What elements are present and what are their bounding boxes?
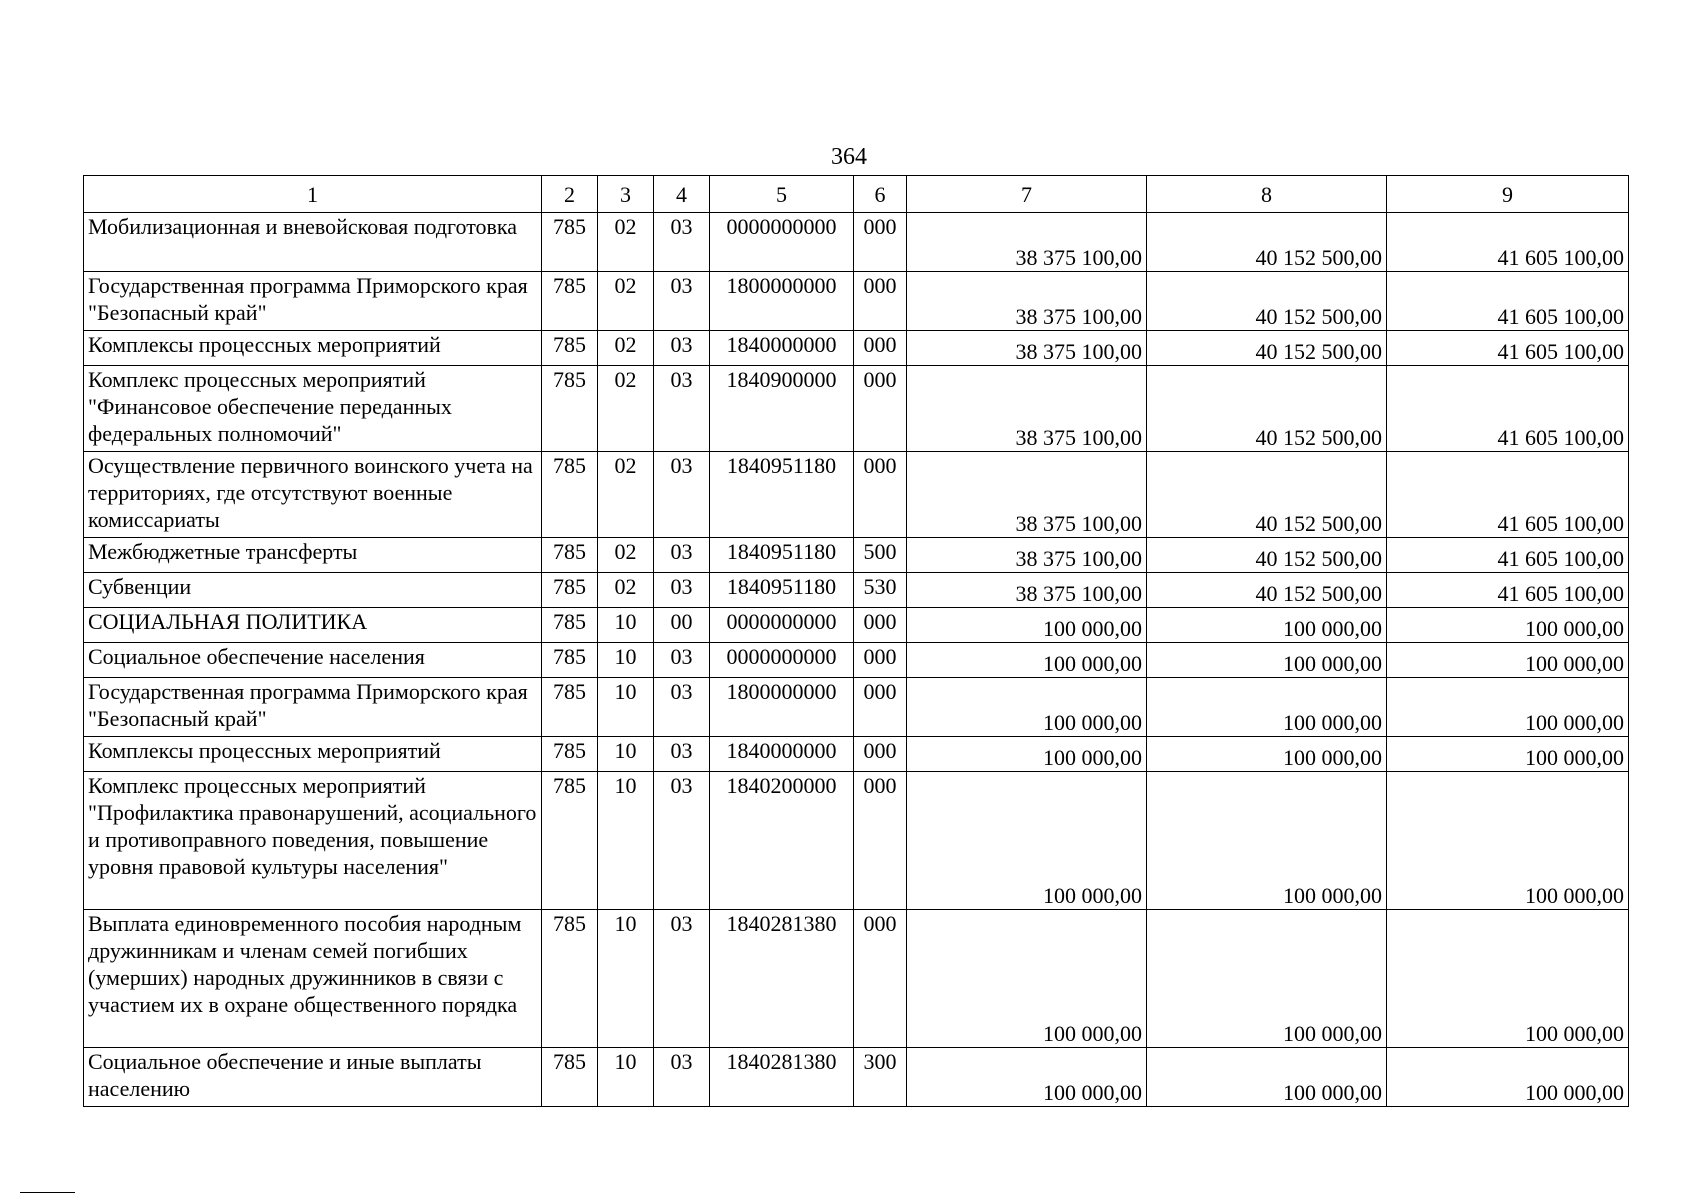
amount-cell-year-1: 100 000,00 xyxy=(907,1048,1147,1107)
admin-code-cell: 785 xyxy=(542,910,598,1048)
amount-cell-year-3: 100 000,00 xyxy=(1387,772,1629,910)
admin-code-cell: 785 xyxy=(542,272,598,331)
target-article-cell: 1840281380 xyxy=(710,1048,854,1107)
target-article-cell: 1840281380 xyxy=(710,910,854,1048)
amount-cell-year-1: 38 375 100,00 xyxy=(907,272,1147,331)
section-code-cell: 02 xyxy=(598,331,654,366)
amount-cell-year-1: 38 375 100,00 xyxy=(907,573,1147,608)
target-article-cell: 1840000000 xyxy=(710,331,854,366)
admin-code-cell: 785 xyxy=(542,643,598,678)
subsection-code-cell: 03 xyxy=(654,452,710,538)
admin-code-cell: 785 xyxy=(542,452,598,538)
amount-cell-year-1: 100 000,00 xyxy=(907,772,1147,910)
row-description: Государственная программа Приморского края "Безопасный край" xyxy=(84,678,542,737)
row-description: Социальное обеспечение населения xyxy=(84,643,542,678)
amount-cell-year-2: 40 152 500,00 xyxy=(1147,452,1387,538)
subsection-code-cell: 03 xyxy=(654,643,710,678)
amount-cell-year-2: 100 000,00 xyxy=(1147,643,1387,678)
section-code-cell: 10 xyxy=(598,608,654,643)
target-article-cell: 0000000000 xyxy=(710,608,854,643)
target-article-cell: 1800000000 xyxy=(710,272,854,331)
amount-cell-year-1: 38 375 100,00 xyxy=(907,366,1147,452)
amount-cell-year-3: 41 605 100,00 xyxy=(1387,538,1629,573)
row-description: Выплата единовременного пособия народным дружинникам и членам семей погибших (умерших) народных дружинников в связи с участием их в охране общественного порядка xyxy=(84,910,542,1048)
expense-type-cell: 000 xyxy=(854,910,907,1048)
section-code-cell: 02 xyxy=(598,366,654,452)
amount-cell-year-1: 38 375 100,00 xyxy=(907,452,1147,538)
admin-code-cell: 785 xyxy=(542,331,598,366)
section-code-cell: 10 xyxy=(598,737,654,772)
section-code-cell: 02 xyxy=(598,213,654,272)
column-number: 3 xyxy=(598,176,654,213)
row-description: Осуществление первичного воинского учета на территориях, где отсутствуют военные комиссариаты xyxy=(84,452,542,538)
subsection-code-cell: 03 xyxy=(654,1048,710,1107)
column-number-row xyxy=(84,176,1629,213)
subsection-code-cell: 03 xyxy=(654,772,710,910)
amount-cell-year-3: 100 000,00 xyxy=(1387,643,1629,678)
amount-cell-year-2: 40 152 500,00 xyxy=(1147,573,1387,608)
section-code-cell: 02 xyxy=(598,538,654,573)
subsection-code-cell: 03 xyxy=(654,538,710,573)
amount-cell-year-2: 40 152 500,00 xyxy=(1147,272,1387,331)
admin-code-cell: 785 xyxy=(542,678,598,737)
amount-cell-year-2: 100 000,00 xyxy=(1147,737,1387,772)
budget-table xyxy=(83,175,1629,1107)
subsection-code-cell: 03 xyxy=(654,678,710,737)
section-code-cell: 10 xyxy=(598,643,654,678)
row-description: Комплексы процессных мероприятий xyxy=(84,737,542,772)
table-row xyxy=(84,331,1629,366)
table-row xyxy=(84,213,1629,272)
amount-cell-year-3: 100 000,00 xyxy=(1387,678,1629,737)
section-code-cell: 10 xyxy=(598,1048,654,1107)
expense-type-cell: 000 xyxy=(854,366,907,452)
admin-code-cell: 785 xyxy=(542,772,598,910)
row-description: Комплексы процессных мероприятий xyxy=(84,331,542,366)
table-row xyxy=(84,772,1629,910)
amount-cell-year-2: 100 000,00 xyxy=(1147,678,1387,737)
column-number: 6 xyxy=(854,176,907,213)
amount-cell-year-1: 100 000,00 xyxy=(907,608,1147,643)
section-code-cell: 02 xyxy=(598,573,654,608)
amount-cell-year-3: 41 605 100,00 xyxy=(1387,272,1629,331)
admin-code-cell: 785 xyxy=(542,573,598,608)
section-code-cell: 02 xyxy=(598,272,654,331)
table-body xyxy=(84,213,1629,1107)
table-row xyxy=(84,643,1629,678)
target-article-cell: 1840951180 xyxy=(710,538,854,573)
amount-cell-year-2: 100 000,00 xyxy=(1147,1048,1387,1107)
expense-type-cell: 000 xyxy=(854,452,907,538)
footer-rule xyxy=(20,1192,75,1193)
amount-cell-year-1: 38 375 100,00 xyxy=(907,331,1147,366)
amount-cell-year-2: 40 152 500,00 xyxy=(1147,331,1387,366)
admin-code-cell: 785 xyxy=(542,538,598,573)
target-article-cell: 1800000000 xyxy=(710,678,854,737)
subsection-code-cell: 03 xyxy=(654,272,710,331)
table-row xyxy=(84,272,1629,331)
subsection-code-cell: 00 xyxy=(654,608,710,643)
admin-code-cell: 785 xyxy=(542,366,598,452)
amount-cell-year-3: 41 605 100,00 xyxy=(1387,331,1629,366)
amount-cell-year-3: 100 000,00 xyxy=(1387,1048,1629,1107)
target-article-cell: 1840900000 xyxy=(710,366,854,452)
amount-cell-year-2: 40 152 500,00 xyxy=(1147,366,1387,452)
amount-cell-year-2: 100 000,00 xyxy=(1147,608,1387,643)
section-code-cell: 02 xyxy=(598,452,654,538)
row-description: Комплекс процессных мероприятий "Финансовое обеспечение переданных федеральных полномочий" xyxy=(84,366,542,452)
expense-type-cell: 530 xyxy=(854,573,907,608)
column-number: 2 xyxy=(542,176,598,213)
row-description: Государственная программа Приморского края "Безопасный край" xyxy=(84,272,542,331)
amount-cell-year-3: 100 000,00 xyxy=(1387,608,1629,643)
amount-cell-year-3: 100 000,00 xyxy=(1387,737,1629,772)
target-article-cell: 0000000000 xyxy=(710,213,854,272)
expense-type-cell: 000 xyxy=(854,272,907,331)
table-row xyxy=(84,366,1629,452)
admin-code-cell: 785 xyxy=(542,608,598,643)
amount-cell-year-3: 41 605 100,00 xyxy=(1387,573,1629,608)
target-article-cell: 0000000000 xyxy=(710,643,854,678)
table-row xyxy=(84,538,1629,573)
admin-code-cell: 785 xyxy=(542,737,598,772)
amount-cell-year-1: 38 375 100,00 xyxy=(907,538,1147,573)
row-description: Мобилизационная и вневойсковая подготовка xyxy=(84,213,542,272)
subsection-code-cell: 03 xyxy=(654,910,710,1048)
expense-type-cell: 000 xyxy=(854,737,907,772)
amount-cell-year-2: 100 000,00 xyxy=(1147,910,1387,1048)
expense-type-cell: 000 xyxy=(854,772,907,910)
column-number: 5 xyxy=(710,176,854,213)
amount-cell-year-1: 100 000,00 xyxy=(907,910,1147,1048)
page-number: 364 xyxy=(831,144,867,170)
expense-type-cell: 000 xyxy=(854,608,907,643)
expense-type-cell: 000 xyxy=(854,678,907,737)
column-number: 7 xyxy=(907,176,1147,213)
column-number: 4 xyxy=(654,176,710,213)
row-description: СОЦИАЛЬНАЯ ПОЛИТИКА xyxy=(84,608,542,643)
amount-cell-year-3: 41 605 100,00 xyxy=(1387,366,1629,452)
table-row xyxy=(84,452,1629,538)
target-article-cell: 1840951180 xyxy=(710,573,854,608)
subsection-code-cell: 03 xyxy=(654,331,710,366)
table-row xyxy=(84,1048,1629,1107)
section-code-cell: 10 xyxy=(598,910,654,1048)
section-code-cell: 10 xyxy=(598,772,654,910)
amount-cell-year-1: 100 000,00 xyxy=(907,678,1147,737)
target-article-cell: 1840200000 xyxy=(710,772,854,910)
admin-code-cell: 785 xyxy=(542,213,598,272)
subsection-code-cell: 03 xyxy=(654,737,710,772)
expense-type-cell: 000 xyxy=(854,331,907,366)
expense-type-cell: 000 xyxy=(854,643,907,678)
row-description: Комплекс процессных мероприятий "Профилактика правонарушений, асоциального и противоправного поведения, повышение уровня правовой культуры населения" xyxy=(84,772,542,910)
target-article-cell: 1840000000 xyxy=(710,737,854,772)
target-article-cell: 1840951180 xyxy=(710,452,854,538)
row-description: Социальное обеспечение и иные выплаты населению xyxy=(84,1048,542,1107)
subsection-code-cell: 03 xyxy=(654,573,710,608)
table-row xyxy=(84,678,1629,737)
subsection-code-cell: 03 xyxy=(654,213,710,272)
amount-cell-year-1: 100 000,00 xyxy=(907,643,1147,678)
subsection-code-cell: 03 xyxy=(654,366,710,452)
section-code-cell: 10 xyxy=(598,678,654,737)
amount-cell-year-2: 100 000,00 xyxy=(1147,772,1387,910)
expense-type-cell: 500 xyxy=(854,538,907,573)
row-description: Межбюджетные трансферты xyxy=(84,538,542,573)
table-row xyxy=(84,573,1629,608)
amount-cell-year-3: 41 605 100,00 xyxy=(1387,452,1629,538)
column-number: 9 xyxy=(1387,176,1629,213)
amount-cell-year-2: 40 152 500,00 xyxy=(1147,213,1387,272)
column-number: 1 xyxy=(84,176,542,213)
amount-cell-year-2: 40 152 500,00 xyxy=(1147,538,1387,573)
table-row xyxy=(84,910,1629,1048)
expense-type-cell: 300 xyxy=(854,1048,907,1107)
admin-code-cell: 785 xyxy=(542,1048,598,1107)
expense-type-cell: 000 xyxy=(854,213,907,272)
amount-cell-year-3: 41 605 100,00 xyxy=(1387,213,1629,272)
amount-cell-year-1: 100 000,00 xyxy=(907,737,1147,772)
amount-cell-year-1: 38 375 100,00 xyxy=(907,213,1147,272)
column-number: 8 xyxy=(1147,176,1387,213)
table-row xyxy=(84,608,1629,643)
table-row xyxy=(84,737,1629,772)
row-description: Субвенции xyxy=(84,573,542,608)
amount-cell-year-3: 100 000,00 xyxy=(1387,910,1629,1048)
